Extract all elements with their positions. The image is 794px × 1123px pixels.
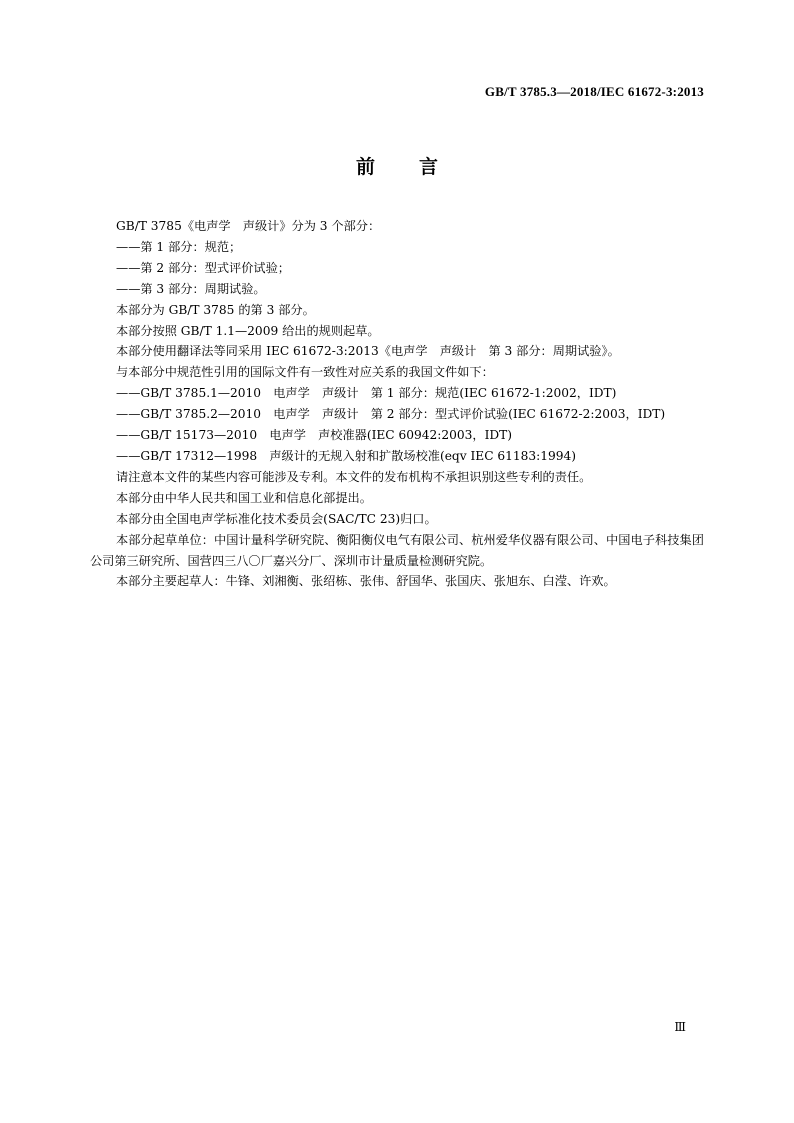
- paragraph: 本部分使用翻译法等同采用 IEC 61672-3:2013《电声学 声级计 第 3 部分：周期试验》。: [116, 344, 620, 359]
- paragraph: GB/T 3785《电声学 声级计》分为 3 个部分：: [116, 219, 381, 233]
- paragraph: 请注意本文件的某些内容可能涉及专利。本文件的发布机构不承担识别这些专利的责任。: [116, 469, 592, 484]
- paragraph: 本部分起草单位：中国计量科学研究院、衡阳衡仪电气有限公司、杭州爱华仪器有限公司、中国电子科技集团公司第三研究所、国营四三八〇厂嘉兴分厂、深圳市计量质量检测研究院。: [90, 532, 704, 568]
- paragraph: 本部分为 GB/T 3785 的第 3 部分。: [116, 302, 315, 317]
- paragraph: 本部分主要起草人：牛锋、刘湘衡、张绍栋、张伟、舒国华、张国庆、张旭东、白滢、许欢。: [116, 574, 616, 589]
- paragraph: 与本部分中规范性引用的国际文件有一致性对应关系的我国文件如下：: [116, 365, 494, 380]
- list-item: ——第 2 部分：型式评价试验；: [116, 260, 290, 275]
- reference-item: ——GB/T 15173—2010 电声学 声校准器(IEC 60942:2003，IDT): [116, 428, 513, 443]
- paragraph: 本部分由中华人民共和国工业和信息化部提出。: [116, 490, 372, 505]
- reference-item: ——GB/T 17312—1998 声级计的无规入射和扩散场校准(eqv IEC 61183:1994): [116, 448, 577, 463]
- paragraph: 本部分按照 GB/T 1.1—2009 给出的规则起草。: [116, 323, 380, 338]
- foreword-body: [90, 216, 704, 592]
- page-number: Ⅲ: [674, 1020, 686, 1034]
- document-code: GB/T 3785.3—2018/IEC 61672-3:2013: [484, 84, 704, 99]
- list-item: ——第 1 部分：规范；: [116, 239, 242, 254]
- list-item: ——第 3 部分：周期试验。: [116, 281, 266, 296]
- page-title: 前言: [355, 156, 482, 178]
- reference-item: ——GB/T 3785.1—2010 电声学 声级计 第 1 部分：规范(IEC 61672-1:2002，IDT): [116, 386, 617, 401]
- reference-item: ——GB/T 3785.2—2010 电声学 声级计 第 2 部分：型式评价试验(IEC 61672-2:2003，IDT): [116, 407, 666, 422]
- paragraph: 本部分由全国电声学标准化技术委员会(SAC/TC 23)归口。: [116, 511, 437, 526]
